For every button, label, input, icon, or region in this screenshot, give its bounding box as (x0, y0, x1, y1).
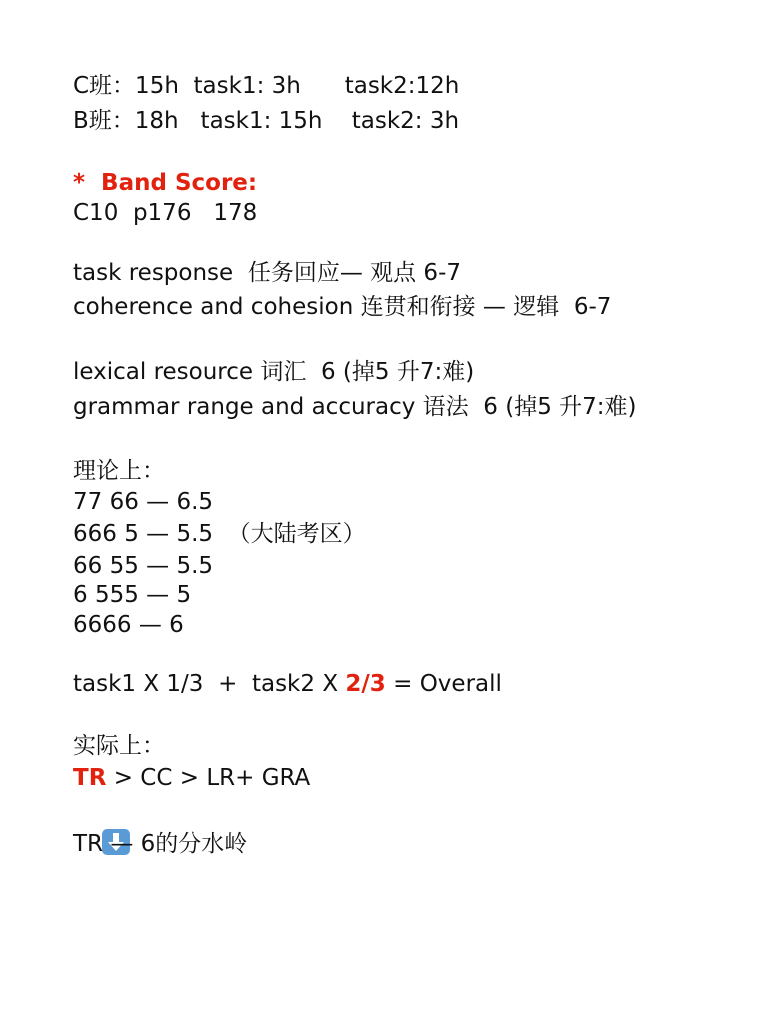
band-score-heading: * Band Score: (73, 170, 258, 196)
c-class-line: C班：15h task1: 3h task2:12h (73, 73, 460, 99)
practice-order-line (73, 763, 310, 793)
practice-rest: > CC > LR+ GRA (106, 765, 311, 791)
theory-line-3: 66 55 — 5.5 (73, 553, 214, 579)
note-page (73, 0, 753, 1024)
task-response-line: task response 任务回应— 观点 6-7 (73, 260, 462, 286)
overall-formula-line (73, 669, 502, 699)
b-class-line: B班：18h task1: 15h task2: 3h (73, 108, 460, 134)
coherence-line: coherence and cohesion 连贯和衔接 — 逻辑 6-7 (73, 294, 612, 320)
theory-line-2: 666 5 — 5.5 （大陆考区） (73, 521, 366, 547)
theory-heading: 理论上： (73, 458, 165, 484)
theory-line-1: 77 66 — 6.5 (73, 489, 214, 515)
practice-tr: TR (73, 765, 107, 791)
formula-highlight: 2/3 (345, 671, 386, 697)
c10-reference-line: C10 p176 178 (73, 200, 258, 226)
theory-line-5: 6666 — 6 (73, 612, 184, 638)
practice-heading: 实际上： (73, 733, 165, 759)
formula-suffix: = Overall (385, 671, 502, 697)
formula-prefix: task1 X 1/3 + task2 X (73, 671, 346, 697)
theory-line-4: 6 555 — 5 (73, 582, 192, 608)
grammar-line: grammar range and accuracy 语法 6 (掉5 升7:难) (73, 394, 637, 420)
conclusion-line: TR — 6的分水岭 (73, 831, 248, 857)
lexical-line: lexical resource 词汇 6 (掉5 升7:难) (73, 359, 475, 385)
